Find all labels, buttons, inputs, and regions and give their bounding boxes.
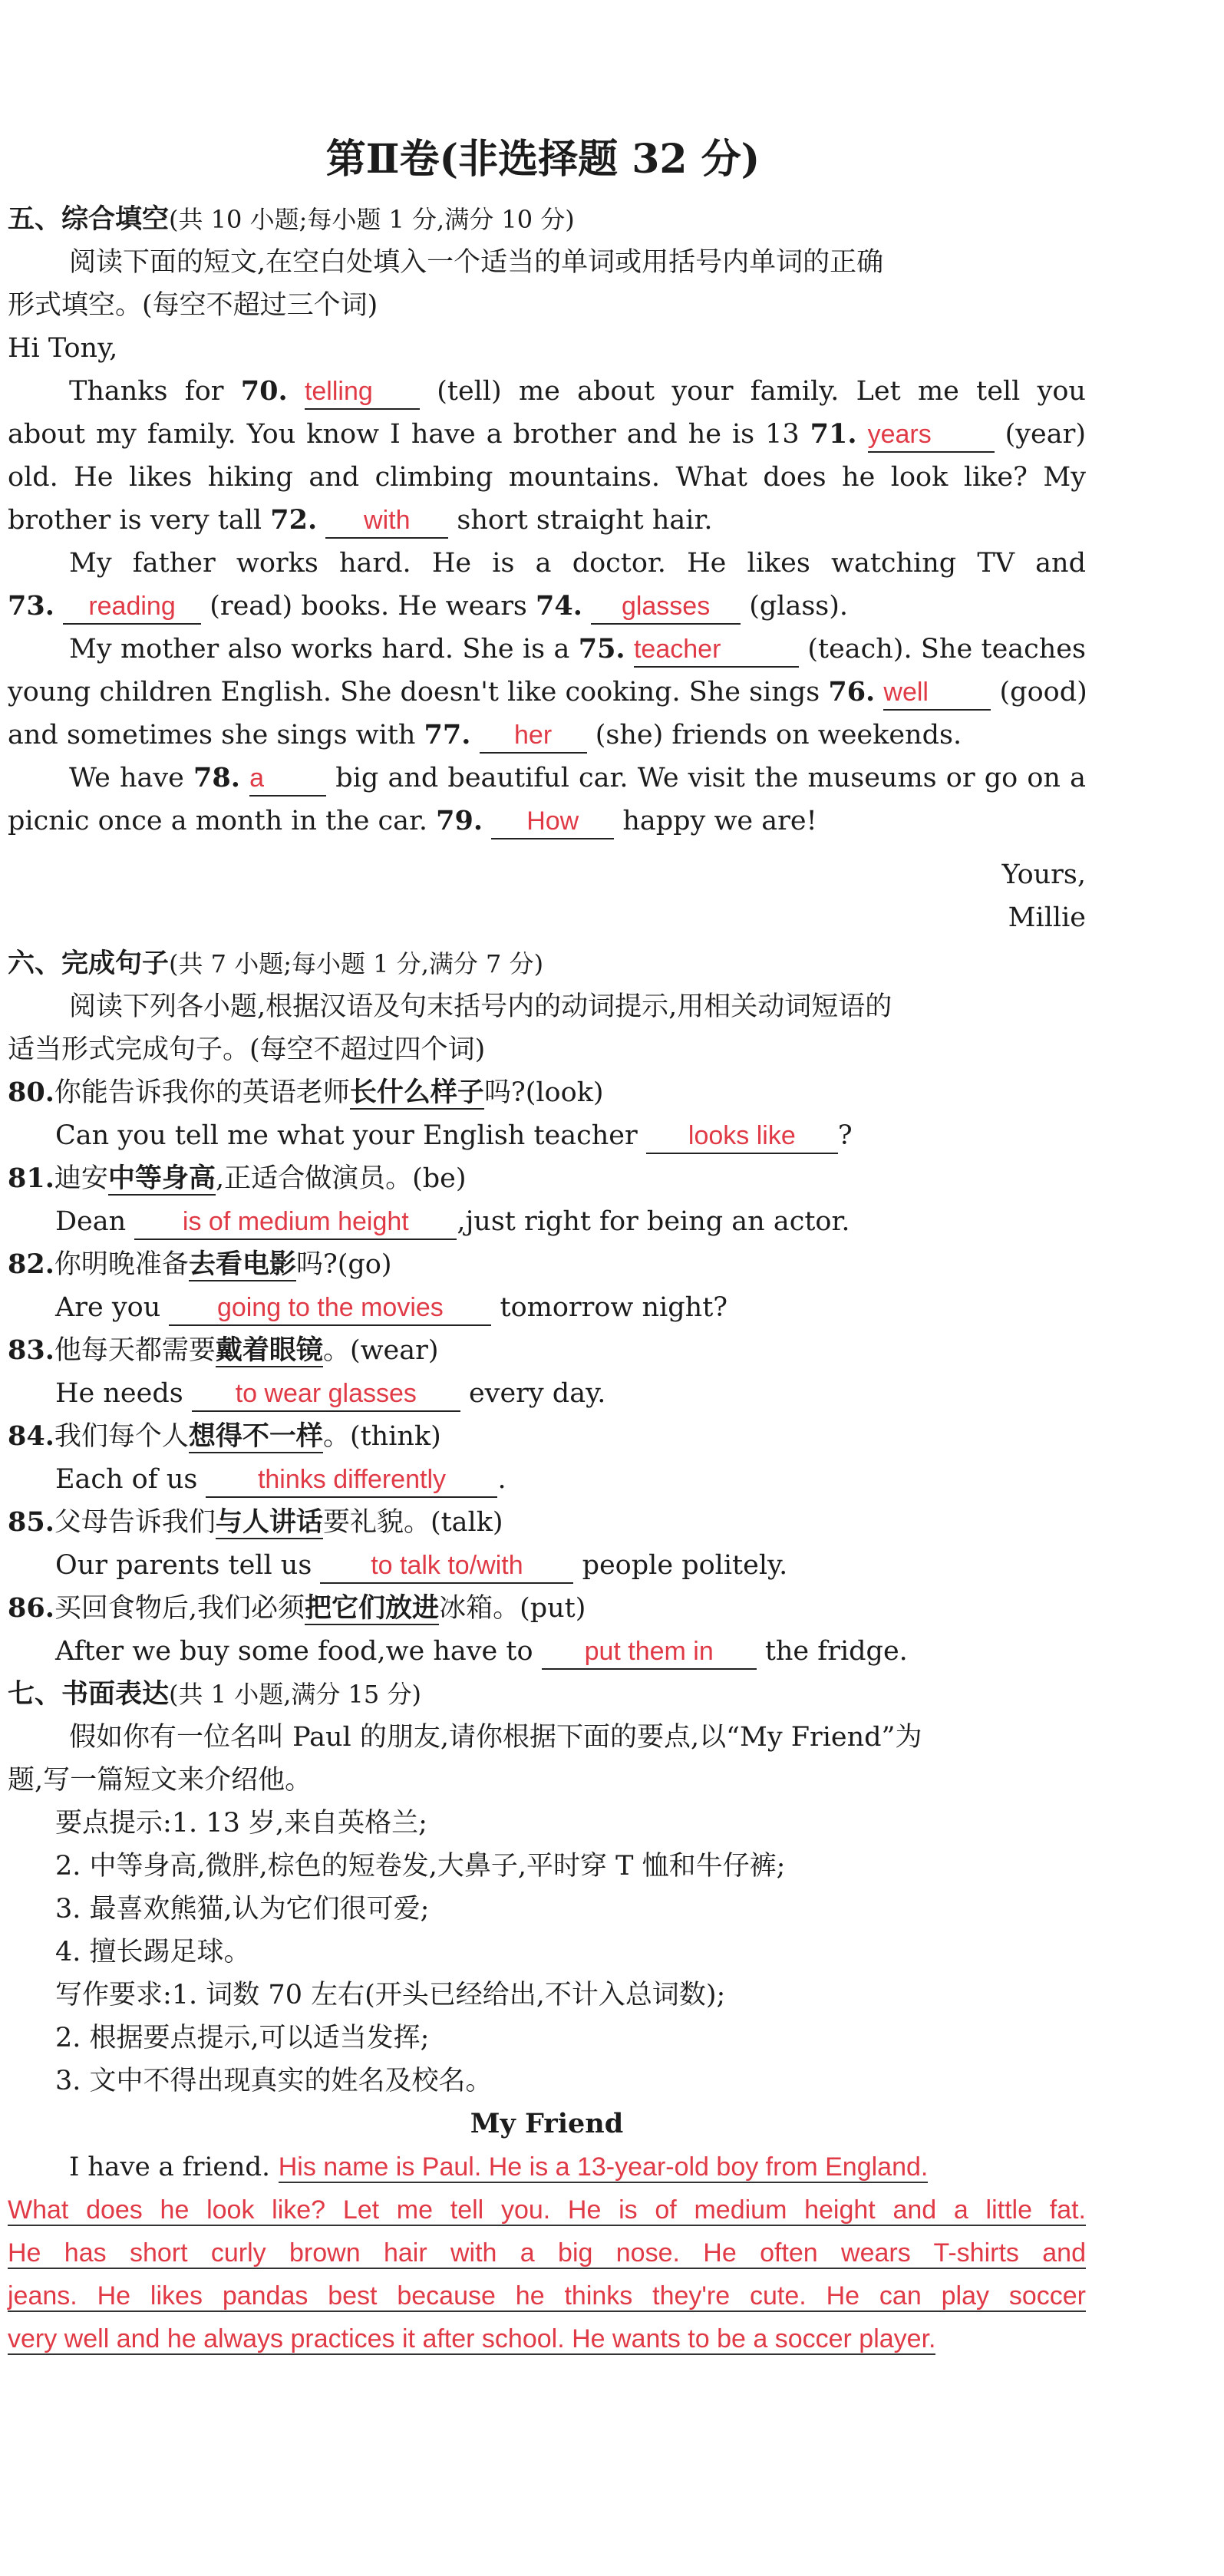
writing-point: 4. 擅长踢足球。 [55,1937,251,1967]
writing-point: 3. 最喜欢熊猫,认为它们很可爱; [55,1894,430,1925]
writing-point: 要点提示:1. 13 岁,来自英格兰; [55,1808,427,1839]
section-5-heading: 五、综合填空(共 10 小题;每小题 1 分,满分 10 分) [8,203,575,235]
letter-greeting: Hi Tony, [8,333,118,364]
question-answer-85: Our parents tell us to talk to/with people politely. [55,1544,1086,1587]
section-5-instruction: 阅读下面的短文,在空白处填入一个适当的单词或用括号内单词的正确 [69,247,884,278]
question-answer-86: After we buy some food,we have to put them in the fridge. [55,1630,1086,1673]
section-6-instruction: 阅读下列各小题,根据汉语及句末括号内的动词提示,用相关动词短语的 [69,991,892,1022]
essay-line: very well and he always practices it after school. He wants to be a soccer player. [8,2324,936,2353]
passage-line: We have 78. a big and beautiful car. We visit the museums or go on a [69,757,1086,800]
essay-line: He has short curly brown hair with a big nose. He often wears T-shirts and [8,2238,1086,2268]
question-prompt-80: 80.你能告诉我你的英语老师长什么样子吗?(look) [8,1077,604,1108]
question-answer-83: He needs to wear glasses every day. [55,1372,1086,1415]
question-prompt-86: 86.买回食物后,我们必须把它们放进冰箱。(put) [8,1592,586,1624]
writing-requirement: 2. 根据要点提示,可以适当发挥; [55,2023,430,2053]
answer-blank-82[interactable]: going to the movies [169,1291,491,1326]
answer-blank-76[interactable]: well [883,675,991,711]
section-7-instruction: 假如你有一位名叫 Paul 的朋友,请你根据下面的要点,以“My Friend”为 [69,1722,922,1753]
question-prompt-84: 84.我们每个人想得不一样。(think) [8,1420,441,1452]
answer-blank-75[interactable]: teacher [634,632,799,668]
essay-title: My Friend [470,2108,624,2139]
answer-blank-74[interactable]: glasses [591,589,741,625]
section-6-instruction-cont: 适当形式完成句子。(每空不超过四个词) [8,1034,486,1065]
answer-blank-72[interactable]: with [325,503,448,539]
passage-line: My mother also works hard. She is a 75. teacher (teach). She teaches [69,628,1086,671]
answer-blank-73[interactable]: reading [63,589,201,625]
question-prompt-83: 83.他每天都需要戴着眼镜。(wear) [8,1334,439,1366]
question-answer-82: Are you going to the movies tomorrow night? [55,1286,1086,1329]
writing-requirement: 写作要求:1. 词数 70 左右(开头已经给出,不计入总词数); [55,1980,726,2010]
passage-line: brother is very tall 72. with short straight hair. [8,499,1086,542]
essay-answer[interactable] [8,2146,1086,2360]
section-5-instruction-cont: 形式填空。(每空不超过三个词) [8,290,378,321]
answer-blank-83[interactable]: to wear glasses [192,1377,460,1412]
passage-line: Thanks for 70. telling (tell) me about your family. Let me tell you [69,370,1086,413]
answer-blank-77[interactable]: her [480,718,587,754]
question-prompt-85: 85.父母告诉我们与人讲话要礼貌。(talk) [8,1506,503,1538]
passage-line: picnic once a month in the car. 79. How happy we are! [8,800,1086,843]
answer-blank-85[interactable]: to talk to/with [320,1549,573,1584]
passage-line: about my family. You know I have a brother and he is 13 71. years (year) [8,413,1086,456]
question-prompt-82: 82.你明晚准备去看电影吗?(go) [8,1248,392,1280]
question-answer-80: Can you tell me what your English teacher looks like ? [55,1114,1086,1157]
answer-blank-79[interactable]: How [491,804,614,839]
answer-blank-86[interactable]: put them in [542,1634,757,1670]
letter-closing: Yours, [1001,859,1086,890]
passage-line: My father works hard. He is a doctor. He likes watching TV and [69,548,1086,579]
question-answer-81: Dean is of medium height ,just right for being an actor. [55,1200,1086,1243]
essay-line: jeans. He likes pandas best because he thinks they're cute. He can play soccer [8,2281,1086,2310]
answer-blank-80[interactable]: looks like [646,1119,838,1154]
section-7-instruction-cont: 题,写一篇短文来介绍他。 [8,1765,312,1796]
writing-point: 2. 中等身高,微胖,棕色的短卷发,大鼻子,平时穿 T 恤和牛仔裤; [55,1851,786,1882]
question-prompt-81: 81.迪安中等身高,正适合做演员。(be) [8,1163,467,1194]
passage-line: and sometimes she sings with 77. her (she) friends on weekends. [8,714,1086,757]
passage-line: old. He likes hiking and climbing mountains. What does he look like? My [8,462,1086,493]
writing-requirement: 3. 文中不得出现真实的姓名及校名。 [55,2066,493,2096]
passage-line: young children English. She doesn't like cooking. She sings 76. well (good) [8,671,1086,714]
essay-line: What does he look like? Let me tell you. He is of medium height and a little fat. [8,2195,1086,2225]
answer-blank-81[interactable]: is of medium height [134,1205,457,1240]
section-6-heading: 六、完成句子(共 7 小题;每小题 1 分,满分 7 分) [8,948,544,979]
answer-blank-78[interactable]: a [249,761,326,797]
answer-blank-71[interactable]: years [868,417,995,453]
answer-blank-70[interactable]: telling [305,374,420,410]
answer-blank-84[interactable]: thinks differently [206,1463,497,1498]
passage-line: 73. reading (read) books. He wears 74. glasses (glass). [8,585,1086,628]
essay-line: I have a friend. His name is Paul. He is a 13-year-old boy from England. [69,2152,929,2182]
section-7-heading: 七、书面表达(共 1 小题,满分 15 分) [8,1678,421,1710]
letter-signature: Millie [1008,902,1086,933]
page-title: 第Ⅱ卷(非选择题 32 分) [325,136,760,183]
question-answer-84: Each of us thinks differently . [55,1458,1086,1501]
